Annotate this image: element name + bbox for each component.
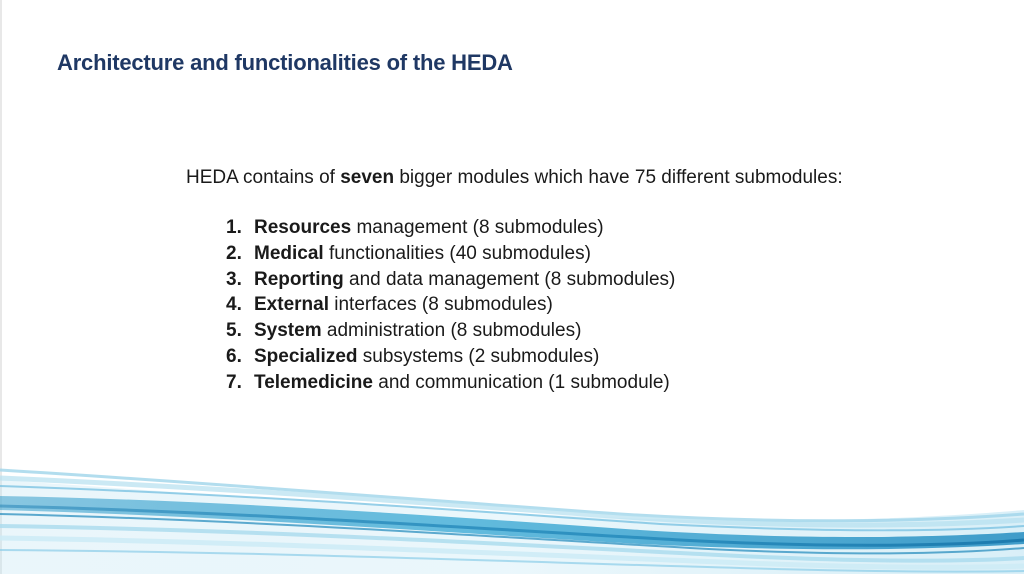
- module-name: Telemedicine: [254, 371, 373, 393]
- module-description: subsystems (2 submodules): [357, 345, 600, 367]
- intro-text-start: HEDA contains of: [186, 167, 341, 188]
- module-number: 3.: [226, 268, 242, 290]
- intro-paragraph: [186, 165, 946, 191]
- module-item: [226, 344, 946, 370]
- module-item: [226, 215, 946, 241]
- module-name: Reporting: [254, 268, 344, 290]
- module-name: Resources: [254, 217, 352, 238]
- module-description: interfaces (8 submodules): [328, 294, 553, 316]
- module-name: External: [254, 294, 329, 316]
- module-number: 2.: [226, 242, 242, 264]
- module-number: 7.: [226, 371, 242, 393]
- module-description: management (8 submodules): [351, 217, 604, 238]
- module-description: and communication (1 submodule): [372, 371, 670, 393]
- module-list: [186, 215, 946, 396]
- intro-text-end: bigger modules which have 75 different submodules:: [394, 167, 843, 188]
- slide-content: [186, 165, 946, 396]
- blue-wave-decoration: [0, 440, 1024, 574]
- module-description: and data management (8 submodules): [343, 268, 676, 290]
- module-item: [226, 241, 946, 267]
- module-number: 5.: [226, 320, 242, 342]
- module-description: administration (8 submodules): [321, 320, 582, 342]
- module-name: Medical: [254, 242, 324, 264]
- module-item: [226, 370, 946, 396]
- module-description: functionalities (40 submodules): [323, 242, 591, 264]
- module-name: System: [254, 320, 322, 342]
- module-item: [226, 267, 946, 293]
- module-number: 6.: [226, 345, 242, 367]
- slide-title: Architecture and functionalities of the HEDA: [57, 50, 513, 75]
- module-name: Specialized: [254, 345, 358, 367]
- intro-emphasis: seven: [340, 167, 395, 188]
- module-number: 4.: [226, 294, 242, 316]
- module-number: 1.: [226, 217, 242, 238]
- module-item: [226, 318, 946, 344]
- module-item: [226, 292, 946, 318]
